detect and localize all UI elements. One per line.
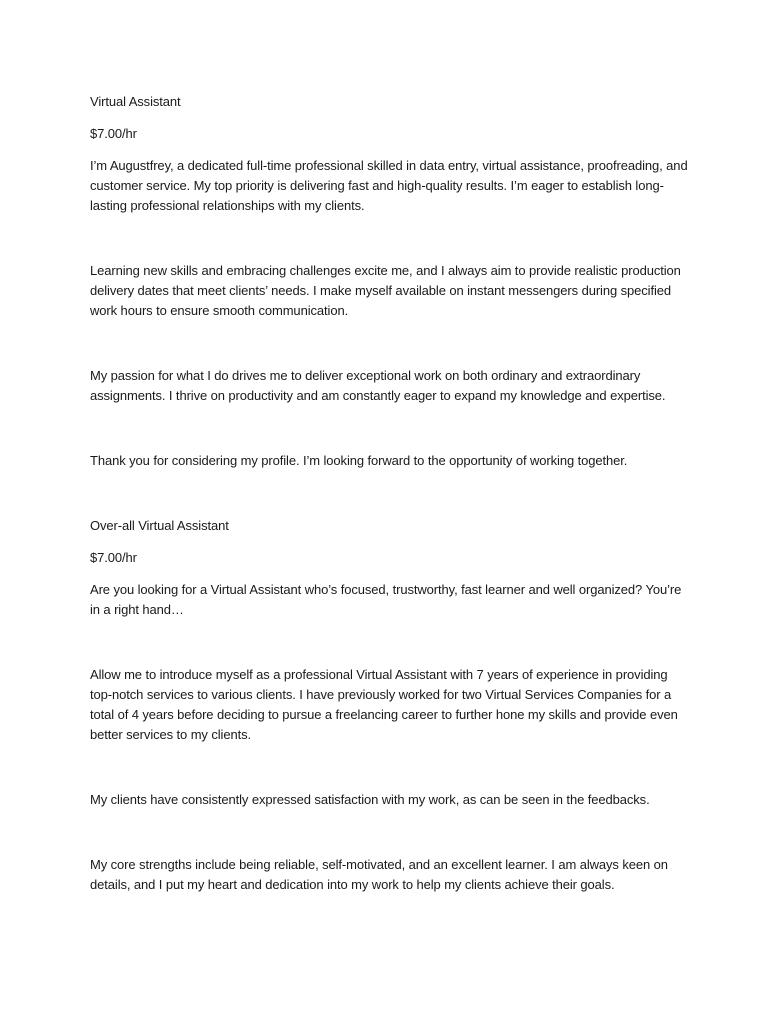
hourly-rate: $7.00/hr xyxy=(90,550,137,565)
paragraph: My passion for what I do drives me to deliver exceptional work on both ordinary and extraordinary assignments. I thrive on productivity and am constantly eager to expand my knowledge and expertise. xyxy=(90,368,666,403)
paragraph: My clients have consistently expressed satisfaction with my work, as can be seen in the feedbacks. xyxy=(90,792,650,807)
paragraph: My core strengths include being reliable, self-motivated, and an excellent learner. I am always keen on details, and I put my heart and dedication into my work to help my clients achieve their goals. xyxy=(90,857,668,892)
listing-title: Virtual Assistant xyxy=(90,94,181,109)
listing-title: Over-all Virtual Assistant xyxy=(90,518,229,533)
paragraph: Allow me to introduce myself as a professional Virtual Assistant with 7 years of experience in providing top-notch services to various clients. I have previously worked for two Virtual Services Companies for a total of 4 years before deciding to pursue a freelancing career to further hone my skills and provide even better services to my clients. xyxy=(90,667,678,742)
hourly-rate: $7.00/hr xyxy=(90,126,137,141)
paragraph: Are you looking for a Virtual Assistant who’s focused, trustworthy, fast learner and well organized? You’re in a right hand… xyxy=(90,582,682,617)
document-body xyxy=(90,92,690,895)
paragraph: I’m Augustfrey, a dedicated full-time professional skilled in data entry, virtual assistance, proofreading, and customer service. My top priority is delivering fast and high-quality results. I’m eager to establish long-lasting professional relationships with my clients. xyxy=(90,158,688,213)
paragraph: Learning new skills and embracing challenges excite me, and I always aim to provide realistic production delivery dates that meet clients’ needs. I make myself available on instant messengers during specified work hours to ensure smooth communication. xyxy=(90,263,681,318)
paragraph: Thank you for considering my profile. I’m looking forward to the opportunity of working together. xyxy=(90,453,628,468)
